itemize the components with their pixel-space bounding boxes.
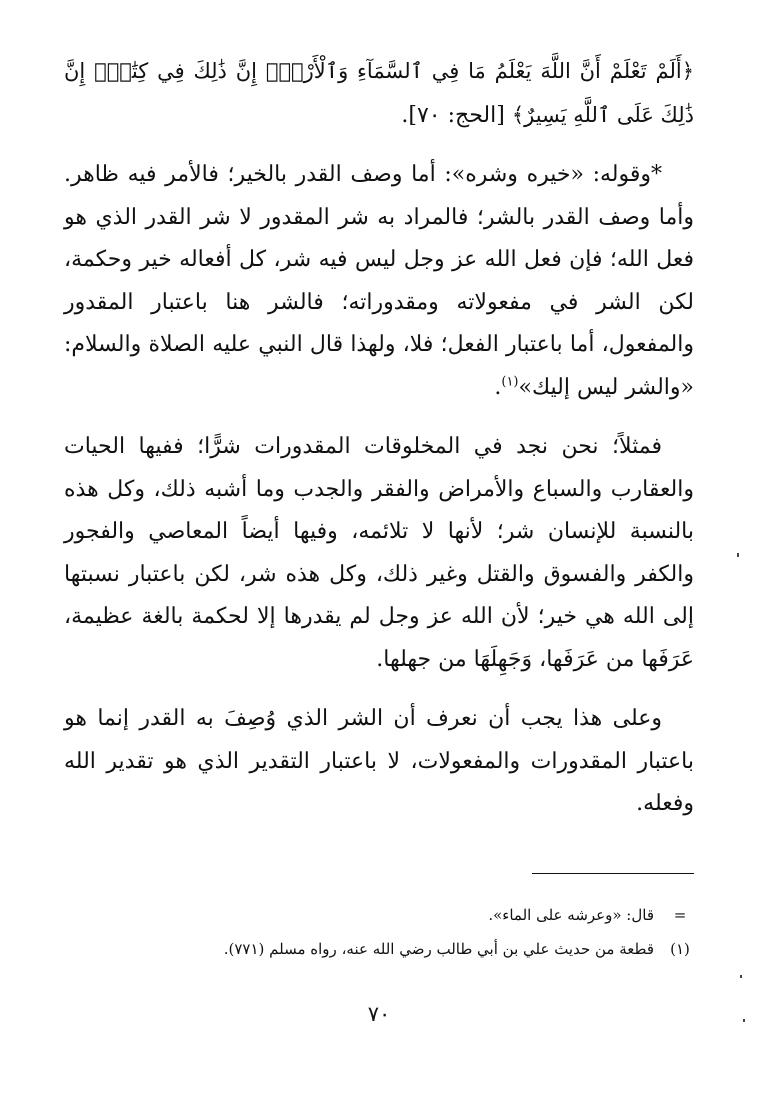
footnote-ref-1: (١) [501,374,519,390]
footnote-mark: = [673,906,687,924]
footnote-continuation [64,898,694,932]
quran-verse: ﴿أَلَمْ تَعْلَمْ أَنَّ اللَّهَ يَعْلَمُ مَا فِي ٱلسَّمَآءِ وَٱلْأَرْضِۗ إِنَّ ذَٰلِكَ فِي كِتَٰبٍۚ إِنَّ ذَٰلِكَ عَلَى ٱللَّهِ يَسِيرٌ﴾ [64,59,694,127]
paragraph-3: وعلى هذا يجب أن نعرف أن الشر الذي وُصِفَ به القدر إنما هو باعتبار المقدورات والمفعولات، لا باعتبار التقدير الذي هو تقدير الله وفعله. [64,706,694,816]
footnotes [64,898,694,966]
main-text [64,50,694,843]
paragraph-1-end: . [494,374,502,400]
scan-speck [740,975,742,978]
paragraph-1 [64,154,694,409]
paragraph-1-text: *وقوله: «خيره وشره»: أما وصف القدر بالخير؛ فالأمر فيه ظاهر. وأما وصف القدر بالشر؛ فالمراد به شر المقدور لا شر القدر الذي هو فعل الله؛ فإن فعل الله عز وجل ليس فيه شر، كل أفعاله خير وحكمة، لكن الشر في مفعولاته ومقدوراته؛ فالشر هنا باعتبار المقدور والمفعول، أما باعتبار الفعل؛ فلا، ولهذا قال النبي عليه الصلاة والسلام: «والشر ليس إليك» [64,162,694,400]
paragraph-2: فمثلاً؛ نحن نجد في المخلوقات المقدورات شرًّا؛ ففيها الحيات والعقارب والسباع والأمراض والفقر والجدب وما أشبه ذلك، وكل هذه بالنسبة للإنسان شر؛ لأنها لا تلائمه، وفيها أيضاً المعاصي والفجور والكفر والفسوق والقتل وغير ذلك، وكل هذه شر، لكن باعتبار نسبتها إلى الله هي خير؛ لأن الله عز وجل لم يقدرها إلا لحكمة بالغة عظيمة، عَرَفَها من عَرَفَها، وَجَهِلَهَا من جهلها. [64,434,694,672]
scan-speck [737,553,739,557]
footnote-1 [64,932,694,966]
footnote-text: قطعة من حديث علي بن أبي طالب رضي الله عنه، رواه مسلم (٧٧١). [223,940,654,958]
verse-block [64,50,694,137]
scan-speck [743,1019,745,1022]
footnote-text: قال: «وعرشه على الماء». [488,906,654,924]
footnote-divider [532,873,694,874]
footnote-mark: (١) [670,940,690,958]
page-number: ٧٠ [367,1002,391,1026]
verse-reference: [الحج: ٧٠]. [401,102,505,128]
